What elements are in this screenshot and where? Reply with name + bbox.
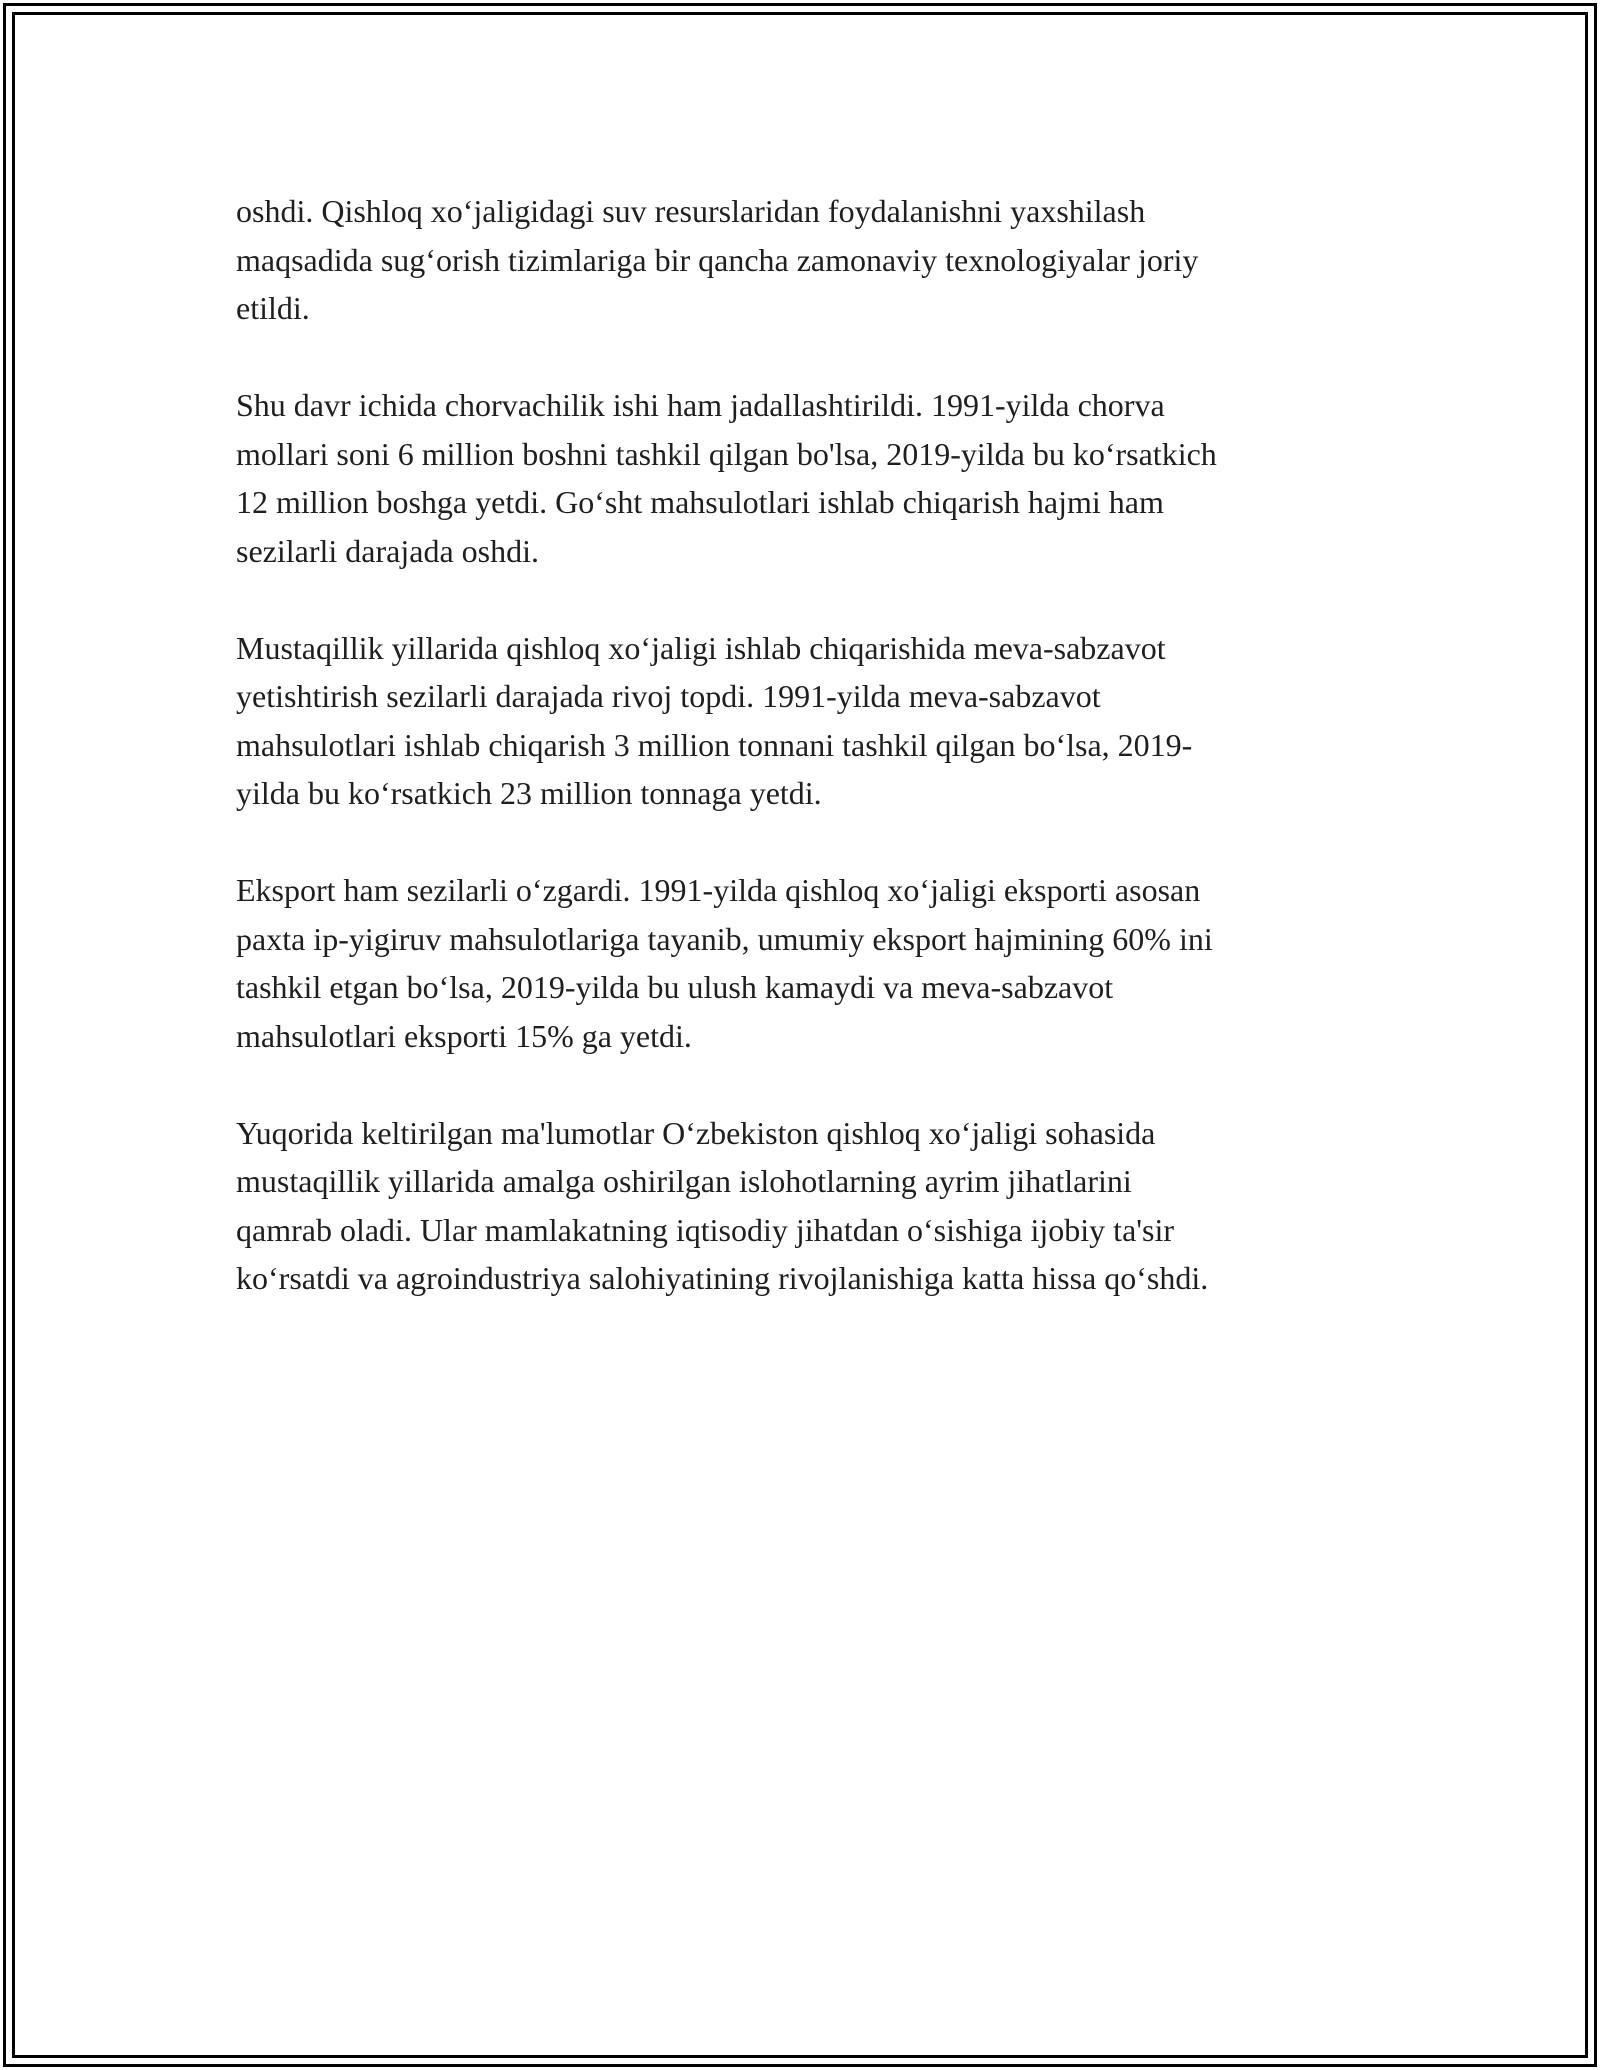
paragraph-fruit-vegetables: [236, 624, 1376, 818]
text-line: mahsulotlari eksporti 15% ga yetdi.: [236, 1017, 692, 1054]
paragraph-conclusion: [236, 1109, 1376, 1303]
text-line: Mustaqillik yillarida qishloq xo‘jaligi ishlab chiqarishida meva-sabzavot: [236, 629, 1166, 666]
text-line: qamrab oladi. Ular mamlakatning iqtisodiy jihatdan o‘sishiga ijobiy ta'sir: [236, 1211, 1175, 1248]
text-line: ko‘rsatdi va agroindustriya salohiyatining rivojlanishiga katta hissa qo‘shdi.: [236, 1260, 1209, 1296]
text-line: maqsadida sug‘orish tizimlariga bir qancha zamonaviy texnologiyalar joriy: [236, 241, 1199, 278]
paragraph-livestock: [236, 381, 1376, 575]
text-line: mahsulotlari ishlab chiqarish 3 million tonnani tashkil qilgan bo‘lsa, 2019-: [236, 726, 1193, 763]
document-body: [236, 187, 1376, 1351]
text-line: sezilarli darajada oshdi.: [236, 532, 539, 569]
text-line: mollari soni 6 million boshni tashkil qilgan bo'lsa, 2019-yilda bu ko‘rsatkich: [236, 435, 1217, 472]
text-line: oshdi. Qishloq xo‘jaligidagi suv resurslaridan foydalanishni yaxshilash: [236, 193, 1146, 229]
text-line: Eksport ham sezilarli o‘zgardi. 1991-yilda qishloq xo‘jaligi eksporti asosan: [236, 872, 1201, 908]
text-line: Yuqorida keltirilgan ma'lumotlar O‘zbekiston qishloq xo‘jaligi sohasida: [236, 1114, 1156, 1151]
text-line: paxta ip-yigiruv mahsulotlariga tayanib, umumiy eksport hajmining 60% ini: [236, 920, 1213, 957]
paragraph-irrigation: [236, 187, 1376, 333]
text-line: yetishtirish sezilarli darajada rivoj topdi. 1991-yilda meva-sabzavot: [236, 678, 1101, 714]
text-line: mustaqillik yillarida amalga oshirilgan islohotlarning ayrim jihatlarini: [236, 1163, 1132, 1199]
text-line: yilda bu ko‘rsatkich 23 million tonnaga yetdi.: [236, 775, 822, 811]
text-line: tashkil etgan bo‘lsa, 2019-yilda bu ulush kamaydi va meva-sabzavot: [236, 969, 1114, 1005]
paragraph-export: [236, 866, 1376, 1060]
text-line: etildi.: [236, 290, 310, 326]
text-line: 12 million boshga yetdi. Go‘sht mahsulotlari ishlab chiqarish hajmi ham: [236, 484, 1164, 520]
text-line: Shu davr ichida chorvachilik ishi ham jadallashtirildi. 1991-yilda chorva: [236, 387, 1165, 423]
